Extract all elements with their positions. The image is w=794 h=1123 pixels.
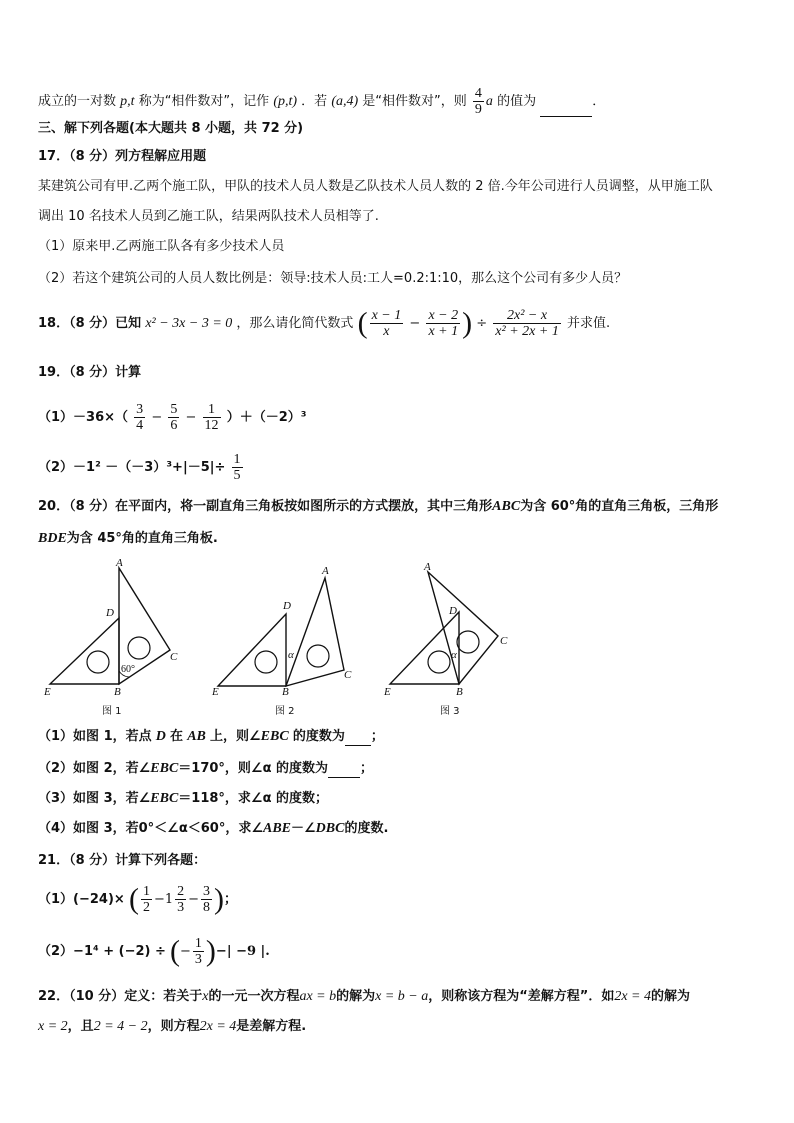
fig3-label-B: B [456, 686, 463, 696]
fig1-label-D: D [106, 607, 114, 619]
q19-p1-end: ）＋（－2）³ [226, 410, 307, 425]
fig3-label-A: A [424, 561, 431, 573]
q22-t1: 22．（10 分）定义：若关于 [38, 989, 203, 1004]
q19-frac-a: $\frac{3}{4}$ [136, 402, 144, 433]
q21-p2-start: （2）−1⁴ + (−2) ÷ [38, 944, 166, 959]
q20-s3-t2: ＝118°，求∠α 的度数； [178, 791, 329, 806]
q22-eq4: x = 2 [38, 1019, 68, 1034]
q20-s2-t2: ＝170°，则∠α 的度数为 [178, 761, 329, 776]
q17-sub-2: （2）若这个建筑公司的人员人数比例是：领导:技术人员:工人=0.2:1:10，那么这个公司有多少人员？ [38, 271, 628, 286]
fig1-caption: 图 1 [102, 706, 122, 717]
paren-open: ( [357, 306, 368, 340]
q22-line-2 [38, 1018, 306, 1036]
q20-s1-t3: 上，则∠ [210, 729, 261, 744]
q20-s1-AB: AB [187, 729, 206, 744]
big-paren-open-2: ( [170, 934, 181, 968]
q17-line-2: 调出 10 名技术人员到乙施工队，结果两队技术人员相等了. [38, 209, 379, 224]
fig2-label-A: A [322, 565, 329, 577]
fig1-label-A: A [116, 557, 123, 569]
q22-x: x [202, 989, 209, 1004]
fig3-label-C: C [500, 635, 508, 647]
fig3-triangle-abc [428, 572, 498, 684]
big-paren-close: ) [214, 882, 225, 916]
q17-line-1: 某建筑公司有甲.乙两个施工队，甲队的技术人员人数是乙队技术人员人数的 2 倍.今年公司进行人员调整，从甲施工队 [38, 179, 713, 194]
q20-line-2 [38, 530, 218, 548]
q21-part-2: （2）−1⁴ + (−2) ÷ (− $\frac{1}{3}$ )−| −9 |. [38, 934, 270, 968]
q20-abc: ABC [492, 499, 521, 514]
q20-s3-t1: （3）如图 3，若∠ [38, 791, 151, 806]
var-pt: p,t [120, 94, 135, 109]
fig1-label-B: B [114, 686, 121, 696]
top-text-5: 的值为 [497, 94, 537, 109]
q17-sub-1: （1）原来甲.乙两施工队各有多少技术人员 [38, 239, 285, 254]
q18-text: ，那么请化简代数式 [236, 316, 354, 331]
fig2-triangle-bde [218, 614, 286, 686]
q20-s2-t1: （2）如图 2，若∠ [38, 761, 151, 776]
top-text-1: 成立的一对数 [38, 94, 117, 109]
fig3-hole-1 [428, 651, 450, 673]
q21-heading: 21．（8 分）计算下列各题： [38, 853, 207, 868]
q20-s1-t1: （1）如图 1，若点 [38, 729, 152, 744]
q18-frac-3: $\frac{\text{2x² − x}}{\text{x² + 2x + 1}}$ [495, 308, 559, 339]
q20-line-1 [38, 498, 718, 516]
q20-sub-4 [38, 820, 388, 838]
fig3-hole-2 [457, 631, 479, 653]
top-text-6: ． [592, 94, 606, 109]
q20-s2-EBC: EBC [150, 761, 179, 776]
q22-t8: 是差解方程. [236, 1019, 307, 1034]
q22-eq2: x = b − a [375, 989, 429, 1004]
fig3-label-E: E [384, 686, 391, 696]
section-heading: 三、解下列各题(本大题共 8 小题，共 72 分) [38, 121, 304, 136]
fig2-label-C: C [344, 669, 352, 681]
q20-s2-t3: ； [360, 761, 374, 776]
q20-s1-t2: 在 [170, 729, 184, 744]
big-paren-open: ( [128, 882, 139, 916]
paren-close: ) [462, 306, 473, 340]
q20-s1-EBC: EBC [260, 729, 289, 744]
q20-bde: BDE [38, 531, 67, 546]
q22-t4: ，则称该方程为“差解方程”．如 [428, 989, 615, 1004]
q20-s1-D: D [155, 729, 166, 744]
q20-s3-EBC: EBC [150, 791, 179, 806]
fraction-4-9: $\frac{4}{9}$ [474, 86, 482, 117]
q20-sub-1 [38, 728, 384, 746]
q20-s4-t3: 的度数. [344, 821, 389, 836]
q21-part-1: （1）(−24)× ( $\frac{1}{2}$ −1 $\frac{2}{3}$ − $\frac{3}{8}$ )； [38, 882, 238, 916]
q20-s4-t1: （4）如图 3，若0°＜∠α＜60°，求∠ [38, 821, 263, 836]
var-a: a [485, 94, 493, 109]
top-text-4: 是“相件数对”，则 [362, 94, 467, 109]
q22-eq6: 2x = 4 [199, 1019, 237, 1034]
q22-eq1: ax = b [299, 989, 337, 1004]
q22-eq3: 2x = 4 [614, 989, 652, 1004]
q19-p1-start: （1）－36×（ [38, 410, 129, 425]
q22-t5: 的解为 [651, 989, 691, 1004]
q20-text-2: 为含 60°角的直角三角板，三角形 [520, 499, 719, 514]
q20-s1-t4: 的度数为 [292, 729, 345, 744]
fig1-label-E: E [44, 686, 51, 696]
fig1-hole-2 [128, 637, 150, 659]
q22-t3: 的解为 [336, 989, 376, 1004]
q19-frac-b: $\frac{5}{6}$ [170, 402, 178, 433]
big-paren-close-2: ) [205, 934, 216, 968]
fig1-label-C: C [170, 651, 178, 663]
q18-frac-2: $\frac{x - 2}{x + 1}$ [428, 308, 459, 339]
q21-p1-start: （1）(−24)× [38, 892, 125, 907]
q20-text-3: 为含 45°角的直角三角板. [66, 531, 218, 546]
q20-text-1: 20．（8 分）在平面内，将一副直角三角板按如图所示的方式摆放，其中三角形 [38, 499, 493, 514]
fig2-label-E: E [212, 686, 219, 696]
q19-heading: 19．（8 分）计算 [38, 365, 142, 380]
pair-a4: (a,4) [331, 94, 359, 109]
fig3-label-alpha: α [451, 649, 457, 661]
q19-frac-d: $\frac{1}{5}$ [233, 452, 241, 483]
q22-eq5: 2 = 4 − 2 [93, 1019, 148, 1034]
q20-sub-2 [38, 760, 373, 778]
q22-t7: ，则方程 [147, 1019, 200, 1034]
q18-line: 18．（8 分）已知 x² − 3x − 3 = 0 ，那么请化简代数式 ( $\frac{x - 1}{x}$ − $\frac{x - 2}{x + 1}$ ) ÷ $\frac{\text{2x² − x}}{\text{x² + 2x + 1}}$ 并求值. [38, 306, 611, 340]
q20-s4-DBC: DBC [315, 821, 345, 836]
fig3-label-D: D [449, 605, 457, 617]
q19-frac-c: $\frac{1}{12}$ [204, 402, 219, 433]
q21-frac-d: $\frac{1}{3}$ [194, 936, 202, 967]
fig1-triangle-bde [50, 618, 119, 684]
fig2-hole-2 [307, 645, 329, 667]
q21-p1-end: ； [224, 892, 238, 907]
fig2-label-D: D [283, 600, 291, 612]
fig2-triangle-abc [286, 578, 344, 686]
q21-frac-c: $\frac{3}{8}$ [203, 884, 211, 915]
fig3-caption: 图 3 [440, 706, 460, 717]
pair-pt: (p,t) [273, 94, 298, 109]
figure-3 [380, 556, 530, 696]
top-line [38, 86, 605, 117]
q20-sub-3 [38, 790, 328, 808]
answer-blank [540, 102, 592, 117]
q19-part-2 [38, 452, 245, 483]
top-text-3: ．若 [301, 94, 328, 109]
q20-s4-ABE: ABE [263, 821, 292, 836]
q17-heading: 17．（8 分）列方程解应用题 [38, 149, 207, 164]
fig2-hole-1 [255, 651, 277, 673]
q19-p2-start: （2）－1² －（－3）³+|－5|÷ [38, 460, 226, 475]
q18-frac-1: $\frac{x - 1}{x}$ [371, 308, 402, 339]
q21-frac-b: $\frac{2}{3}$ [177, 884, 185, 915]
q20-s1-blank [345, 731, 371, 746]
q20-s1-t5: ； [370, 729, 384, 744]
fig2-label-alpha: α [288, 649, 294, 661]
q22-t6: ，且 [67, 1019, 94, 1034]
fig2-label-B: B [282, 686, 289, 696]
top-text-2: 称为“相件数对”，记作 [138, 94, 270, 109]
q19-part-1: （1）－36×（ $\frac{3}{4}$ − $\frac{5}{6}$ − $\frac{1}{12}$ ）＋（－2）³ [38, 402, 307, 433]
fig2-caption: 图 2 [275, 706, 295, 717]
q21-mid: −1 [153, 892, 174, 907]
fig1-hole-1 [87, 651, 109, 673]
q21-p2-end: −| −9 |. [215, 944, 270, 959]
q22-line-1 [38, 988, 690, 1006]
q22-t2: 的一元一次方程 [208, 989, 300, 1004]
figure-1 [40, 556, 190, 696]
q21-frac-a: $\frac{1}{2}$ [142, 884, 150, 915]
fig1-angle-60: 60° [121, 664, 135, 675]
q18-text-end: 并求值. [566, 316, 611, 331]
figure-2 [208, 556, 368, 696]
q18-equation: x² − 3x − 3 = 0 [145, 316, 233, 331]
q20-s4-t2: －∠ [291, 821, 316, 836]
q20-s2-blank [328, 763, 360, 778]
q18-heading: 18．（8 分）已知 [38, 316, 142, 331]
